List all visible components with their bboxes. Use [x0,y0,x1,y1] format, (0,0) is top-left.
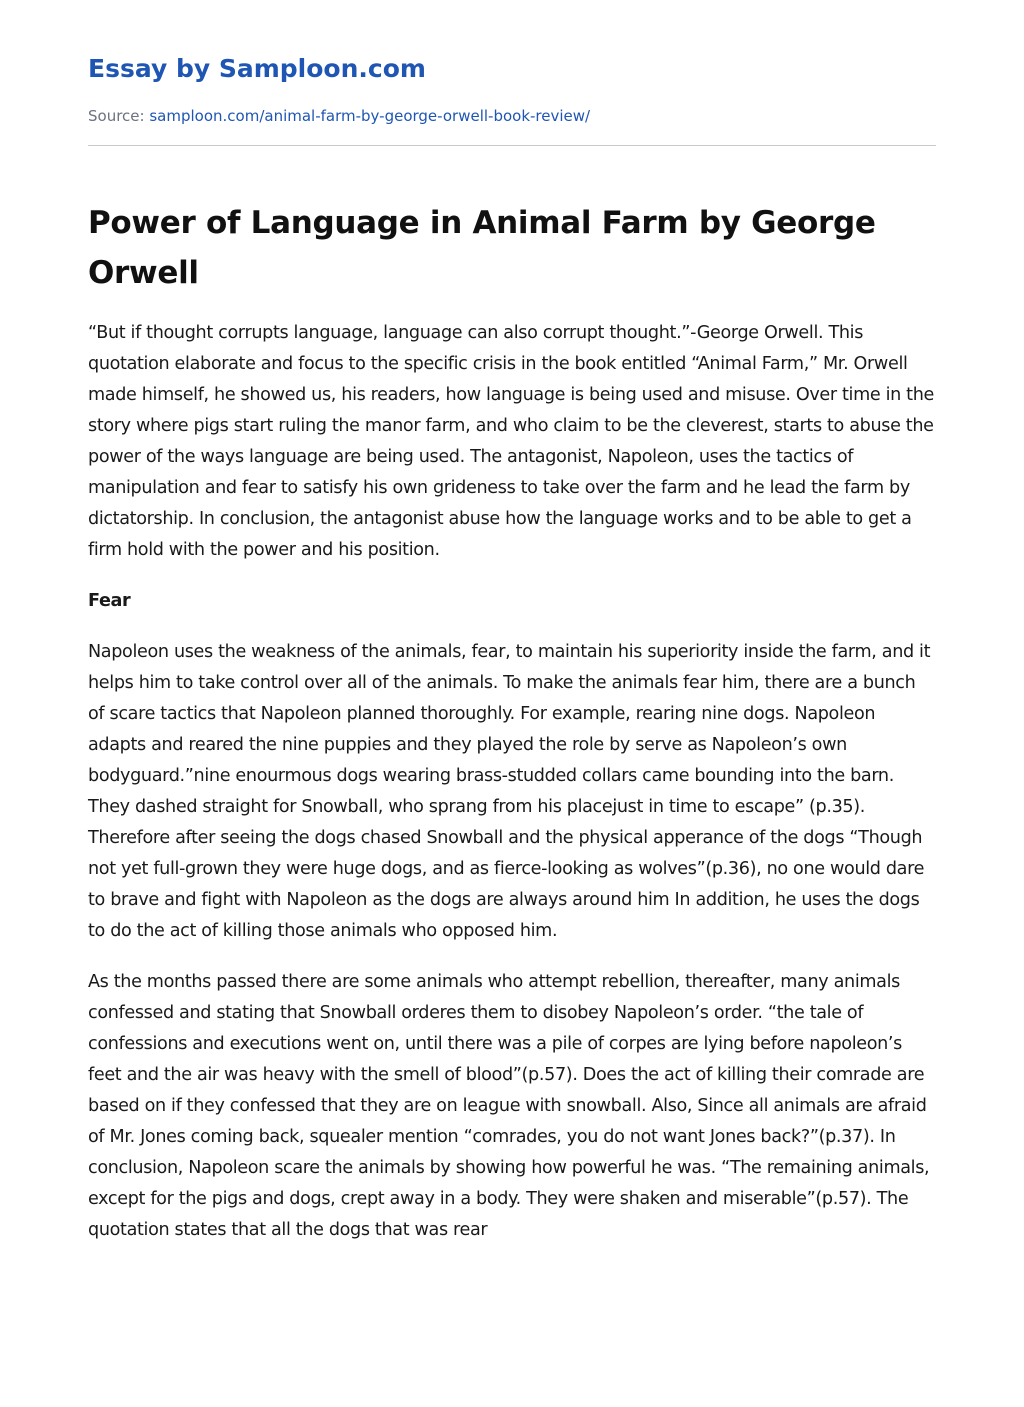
source-line [88,107,590,125]
source-link[interactable]: samploon.com/animal-farm-by-george-orwell-book-review/ [149,107,591,125]
source-label: Source: [88,107,145,125]
intro-paragraph: “But if thought corrupts language, language can also corrupt thought.”-George Orwell. This quotation elaborate and focus to the specific crisis in the book entitled “Animal Farm,” Mr. Orwell made himself, he showed us, his readers, how language is being used and misuse. Over time in the story where pigs start ruling the manor farm, and who claim to be the cleverest, starts to abuse the power of the ways language are being used. The antagonist, Napoleon, uses the tactics of manipulation and fear to satisfy his own grideness to take over the farm and he lead the farm by dictatorship. In conclusion, the antagonist abuse how the language works and to be able to get a firm hold with the power and his position. [88,323,935,560]
section-heading-fear: Fear [88,591,131,611]
header-divider [88,145,936,146]
page-title: Power of Language in Animal Farm by George Orwell [88,205,876,291]
fear-paragraph-1: Napoleon uses the weakness of the animals, fear, to maintain his superiority inside the farm, and it helps him to take control over all of the animals. To make the animals fear him, there are a bunch of scare tactics that Napoleon planned thoroughly. For example, rearing nine dogs. Napoleon adapts and reared the nine puppies and they played the role by serve as Napoleon’s own bodyguard.”nine enourmous dogs wearing brass-studded collars came bounding into the barn. They dashed straight for Snowball, who sprang from his placejust in time to escape” (p.35). Therefore after seeing the dogs chased Snowball and the physical apperance of the dogs “Though not yet full-grown they were huge dogs, and as fierce-looking as wolves”(p.36), no one would dare to brave and fight with Napoleon as the dogs are always around him In addition, he uses the dogs to do the act of killing those animals who opposed him. [88,642,931,941]
fear-paragraph-2: As the months passed there are some animals who attempt rebellion, thereafter, many animals confessed and stating that Snowball orderes them to disobey Napoleon’s order. “the tale of confessions and executions went on, until there was a pile of corpes are lying before napoleon’s feet and the air was heavy with the smell of blood”(p.57). Does the act of killing their comrade are based on if they confessed that they are on league with snowball. Also, Since all animals are afraid of Mr. Jones coming back, squealer mention “comrades, you do not want Jones back?”(p.37). In conclusion, Napoleon scare the animals by showing how powerful he was. “The remaining animals, except for the pigs and dogs, crept away in a body. They were shaken and miserable”(p.57). The quotation states that all the dogs that was rear [88,972,930,1240]
article-body [88,318,936,1266]
site-brand[interactable]: Essay by Samploon.com [88,54,426,83]
